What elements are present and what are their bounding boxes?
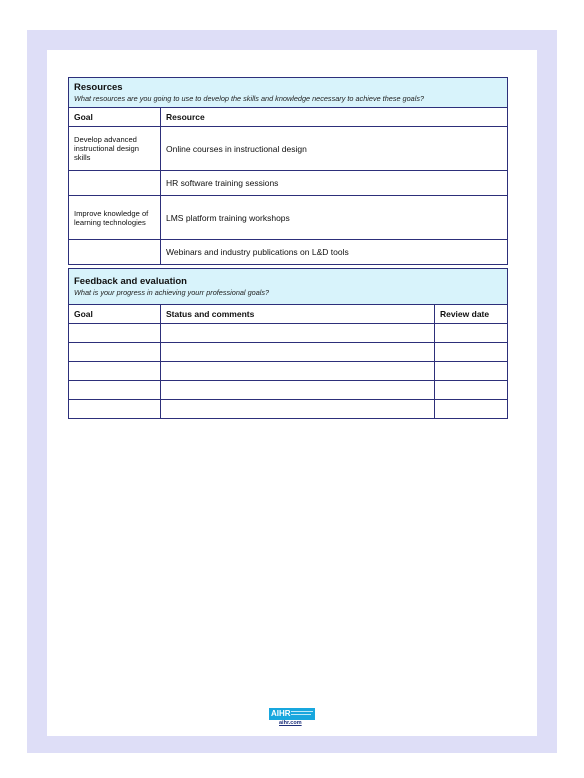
- table-row: [69, 324, 508, 343]
- review-date-cell[interactable]: [434, 324, 507, 343]
- resources-column-headers: [69, 108, 508, 127]
- feedback-table: [68, 268, 508, 419]
- goal-cell: [69, 171, 161, 196]
- table-row: [69, 127, 508, 171]
- resources-subtitle: What resources are you going to use to develop the skills and knowledge necessary to achieve these goals?: [74, 94, 425, 103]
- status-cell[interactable]: [161, 400, 435, 419]
- column-header-resource: Resource: [161, 108, 508, 127]
- feedback-subtitle: What is your progress in achieving yourr professional goals?: [74, 288, 270, 297]
- column-header-goal: Goal: [69, 305, 161, 324]
- aihr-logo: [269, 708, 317, 728]
- goal-cell: Develop advanced instructional design skills: [69, 127, 161, 171]
- goal-cell[interactable]: [69, 324, 161, 343]
- footer-url-link[interactable]: aihr.com: [279, 720, 302, 726]
- review-date-cell[interactable]: [434, 381, 507, 400]
- resources-table: [68, 77, 508, 265]
- review-date-cell[interactable]: [434, 362, 507, 381]
- goal-cell[interactable]: [69, 400, 161, 419]
- table-row: [69, 362, 508, 381]
- feedback-header: [69, 269, 508, 305]
- goal-cell[interactable]: [69, 381, 161, 400]
- status-cell[interactable]: [161, 343, 435, 362]
- resource-cell: Online courses in instructional design: [161, 127, 508, 171]
- logo-text: AIHR: [271, 709, 291, 718]
- resources-header: [69, 78, 508, 108]
- status-cell[interactable]: [161, 324, 435, 343]
- review-date-cell[interactable]: [434, 343, 507, 362]
- document-page: [47, 50, 537, 736]
- goal-cell: [69, 240, 161, 265]
- table-row: [69, 343, 508, 362]
- column-header-review-date: Review date: [434, 305, 507, 324]
- table-row: [69, 196, 508, 240]
- goal-cell[interactable]: [69, 343, 161, 362]
- feedback-column-headers: [69, 305, 508, 324]
- goal-cell[interactable]: [69, 362, 161, 381]
- column-header-status: Status and comments: [161, 305, 435, 324]
- logo-mark: [269, 708, 315, 720]
- table-row: [69, 240, 508, 265]
- resource-cell: Webinars and industry publications on L&D tools: [161, 240, 508, 265]
- status-cell[interactable]: [161, 362, 435, 381]
- resources-title: Resources: [74, 82, 123, 93]
- resource-cell: LMS platform training workshops: [161, 196, 508, 240]
- table-row: [69, 400, 508, 419]
- review-date-cell[interactable]: [434, 400, 507, 419]
- feedback-title: Feedback and evaluation: [74, 276, 187, 287]
- table-row: [69, 171, 508, 196]
- status-cell[interactable]: [161, 381, 435, 400]
- goal-cell: Improve knowledge of learning technologies: [69, 196, 161, 240]
- column-header-goal: Goal: [69, 108, 161, 127]
- table-row: [69, 381, 508, 400]
- resource-cell: HR software training sessions: [161, 171, 508, 196]
